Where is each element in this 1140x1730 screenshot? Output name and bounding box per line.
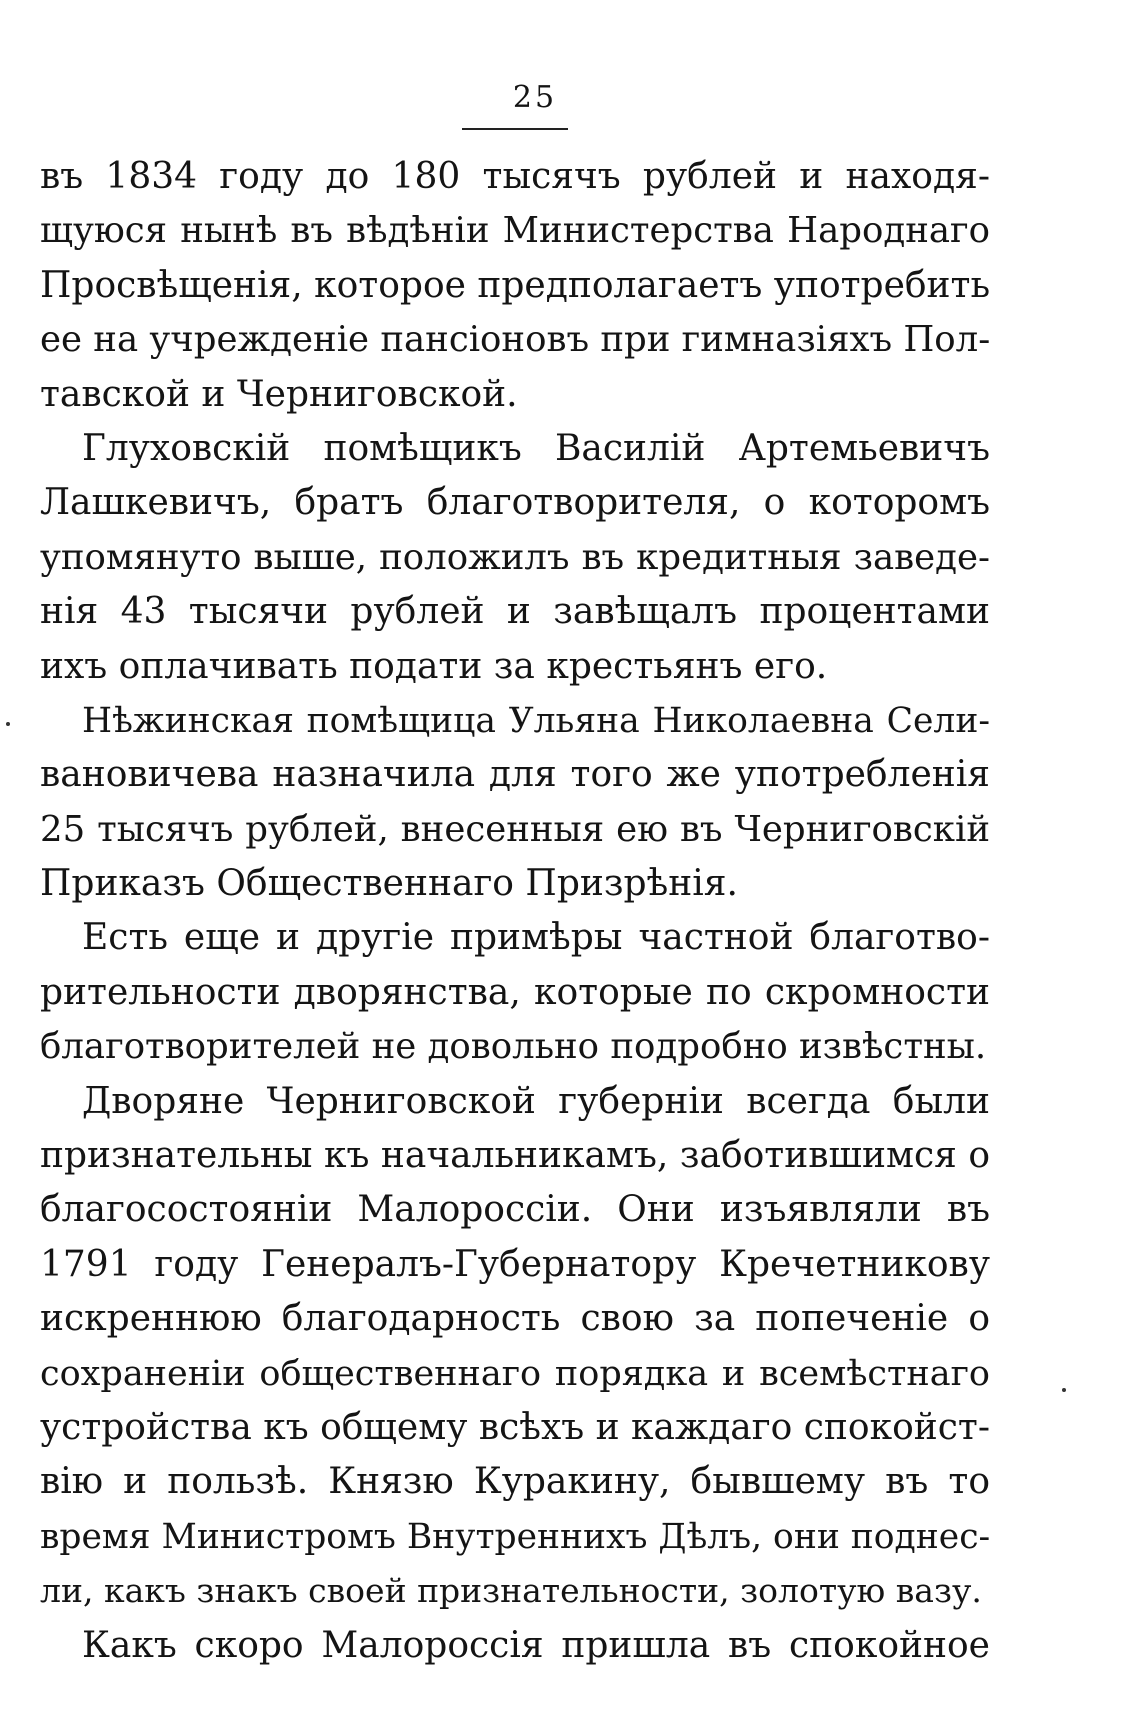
text-line: рительности дворянства, которые по скромности <box>40 971 990 1013</box>
text-line: ли, какъ знакъ своей признательности, золотую вазу. <box>40 1571 982 1611</box>
text-line: сохраненіи общественнаго порядка и всемѣстнаго <box>40 1353 990 1394</box>
text-line: Лашкевичъ, братъ благотворителя, о которомъ <box>40 482 990 524</box>
text-line: благотворителей не довольно подробно извѣстны. <box>40 1026 987 1068</box>
page-number: 25 <box>512 80 558 115</box>
text-line: искреннюю благодарность свою за попеченіе о <box>40 1298 990 1340</box>
body-text <box>40 150 990 1673</box>
page-number-rule <box>462 128 568 130</box>
text-line: Просвѣщенія, которое предполагаетъ употребить <box>40 264 991 306</box>
text-line: устройства къ общему всѣхъ и каждаго спокойст- <box>40 1406 990 1448</box>
text-line: нія 43 тысячи рублей и завѣщалъ процентами <box>40 591 990 633</box>
text-line: ее на учрежденіе пансіоновъ при гимназіяхъ Пол- <box>40 319 991 361</box>
text-line: вановичева назначила для того же употребленія <box>40 754 990 796</box>
text-line: въ 1834 году до 180 тысячъ рублей и находя- <box>40 156 990 197</box>
text-line: упомянуто выше, положилъ въ кредитныя заведе- <box>40 536 990 578</box>
text-line: время Министромъ Внутреннихъ Дѣлъ, они поднес- <box>40 1516 991 1557</box>
text-line: щуюся нынѣ въ вѣдѣніи Министерства Народнаго <box>40 210 990 252</box>
text-line: вію и пользѣ. Князю Куракину, бывшему въ то <box>40 1461 990 1503</box>
text-line: ихъ оплачивать подати за крестьянъ его. <box>40 645 828 687</box>
text-line: 25 тысячъ рублей, внесенныя ею въ Черниговскій <box>40 808 990 850</box>
text-line: Глуховскій помѣщикъ Василій Артемьевичъ <box>82 427 990 469</box>
text-line: Дворяне Черниговской губерніи всегда были <box>82 1080 990 1122</box>
text-line: Есть еще и другіе примѣры частной благотво- <box>82 917 990 959</box>
text-line: благосостояніи Малороссіи. Они изъявляли въ <box>40 1189 990 1231</box>
text-line: Приказъ Общественнаго Призрѣнія. <box>40 863 738 905</box>
scan-speck <box>6 722 10 726</box>
text-line: 1791 году Генералъ-Губернатору Кречетникову <box>40 1243 990 1285</box>
text-line: Какъ скоро Малороссія пришла въ спокойное <box>82 1624 990 1666</box>
text-line: тавской и Черниговской. <box>40 373 518 415</box>
text-line: признательны къ начальникамъ, заботившимся о <box>40 1135 990 1177</box>
text-line: Нѣжинская помѣщица Ульяна Николаевна Сели- <box>82 700 990 741</box>
scan-speck <box>1062 1388 1066 1392</box>
